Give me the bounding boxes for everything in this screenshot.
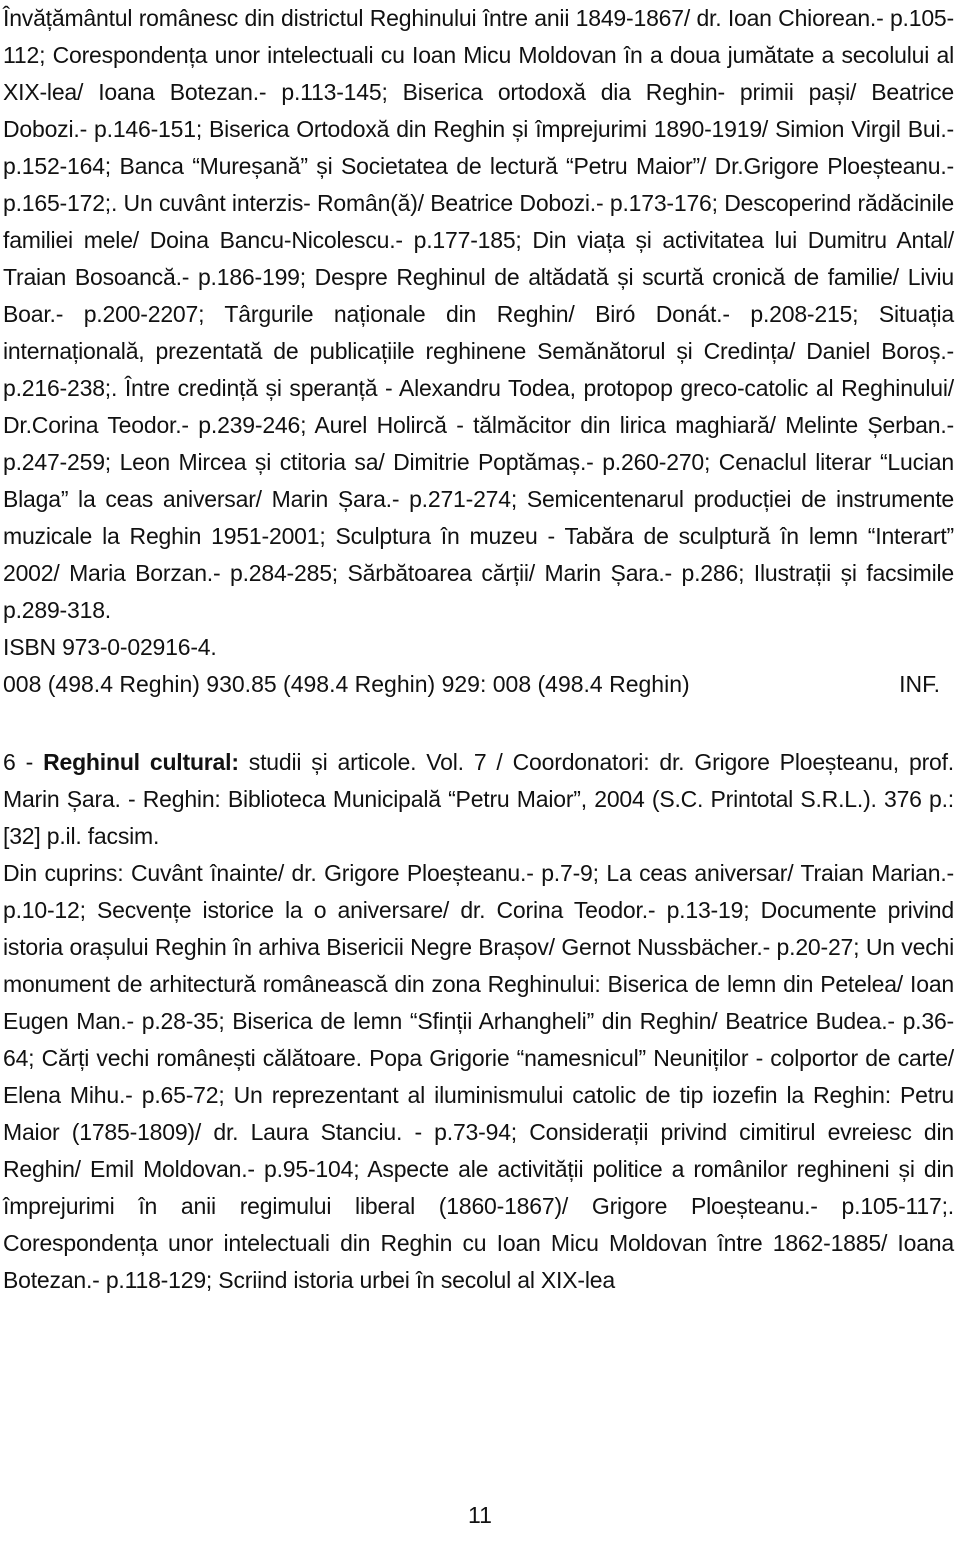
classification-line <box>3 666 954 703</box>
entry-contents: Învățământul românesc din districtul Reghinului între anii 1849-1867/ dr. Ioan Chiorean.- p.105-112; Corespondența unor intelectuali cu Ioan Micu Moldovan în a doua jumătate a secolului al XIX-lea/ Ioana Botezan.- p.113-145; Biserica ortodoxă dia Reghin- primii pași/ Beatrice Dobozi.- p.146-151; Biserica Ortodoxă din Reghin și împrejurimi 1890-1919/ Simion Virgil Bui.- p.152-164; Banca “Mureșană” și Societatea de lectură “Petru Maior”/ Dr.Grigore Ploeșteanu.- p.165-172;. Un cuvânt interzis- Român(ă)/ Beatrice Dobozi.- p.173-176; Descoperind rădăcinile familiei mele/ Doina Bancu-Nicolescu.- p.177-185; Din viața și activitatea lui Dumitru Antal/ Traian Bosoancă.- p.186-199; Despre Reghinul de altădată și scurtă cronică de familie/ Liviu Boar.- p.200-2207; Târgurile naționale din Reghin/ Biró Donát.- p.208-215; Situația internațională, prezentată de publicațiile reghinene Semănătorul și Credința/ Daniel Boroș.- p.216-238;. Între credință și speranță - Alexandru Todea, protopop greco-catolic al Reghinului/ Dr.Corina Teodor.- p.239-246; Aurel Holircă - tălmăcitor din lirica maghiară/ Melinte Șerban.- p.247-259; Leon Mircea și ctitoria sa/ Dimitrie Poptămaș.- p.260-270; Cenaclul literar “Lucian Blaga” la ceas aniversar/ Marin Șara.- p.271-274; Semicentenarul producției de instrumente muzicale la Reghin 1951-2001; Sculptura în muzeu - Tabăra de sculptură în lemn “Interart” 2002/ Maria Borzan.- p.284-285; Sărbătoarea cărții/ Marin Șara.- p.286; Ilustrații și facsimile p.289-318. <box>3 5 954 623</box>
bibliography-entry-6 <box>3 744 954 1299</box>
entry-contents: Din cuprins: Cuvânt înainte/ dr. Grigore Ploeșteanu.- p.7-9; La ceas aniversar/ Traian Marian.- p.10-12; Secvențe istorice la o aniversare/ dr. Corina Teodor.- p.13-19; Documente privind istoria orașului Reghin în arhiva Bisericii Negre Brașov/ Gernot Nussbächer.- p.20-27; Un vechi monument de arhitectură românească din zona Reghinului: Biserica de lemn din Petelea/ Ioan Eugen Man.- p.28-35; Biserica de lemn “Sfinții Arhangheli” din Reghin/ Beatrice Budea.- p.36-64; Cărți vechi românești călătoare. Popa Grigorie “namesnicul” Neuniților - colportor de carte/ Elena Mihu.- p.65-72; Un reprezentant al iluminismului catolic de tip iozefin la Reghin: Petru Maior (1785-1809)/ dr. Laura Stanciu. - p.73-94; Considerații privind cimitirul evreiesc din Reghin/ Emil Moldovan.- p.95-104; Aspecte ale activității politice a românilor reghineni și din împrejurimi în anii regimului liberal (1860-1867)/ Grigore Ploeșteanu.- p.105-117;. Corespondența unor intelectuali din Reghin cu Ioan Micu Moldovan între 1862-1885/ Ioana Botezan.- p.118-129; Scriind istoria urbei în secolul al XIX-lea <box>3 860 954 1293</box>
page-number: 11 <box>468 1502 492 1528</box>
bibliography-entry-5 <box>3 0 954 703</box>
classification-codes: 008 (498.4 Reghin) 930.85 (498.4 Reghin) 929: 008 (498.4 Reghin) <box>3 671 690 697</box>
class-code: INF. <box>899 671 940 697</box>
isbn: ISBN 973-0-02916-4. <box>3 634 217 660</box>
entry-number: 6 - <box>3 749 44 775</box>
entry-description: studii și articole. Vol. 7 / Coordonatori: dr. Grigore Ploeșteanu, prof. Marin Șara. - Reghin: Biblioteca Municipală “Petru Maior”, 2004 (S.C. Printotal S.R.L.). 376 p.: [32] p.il. facsim. <box>3 749 954 849</box>
entry-title: Reghinul cultural: <box>43 749 239 775</box>
entry-heading <box>3 744 954 855</box>
